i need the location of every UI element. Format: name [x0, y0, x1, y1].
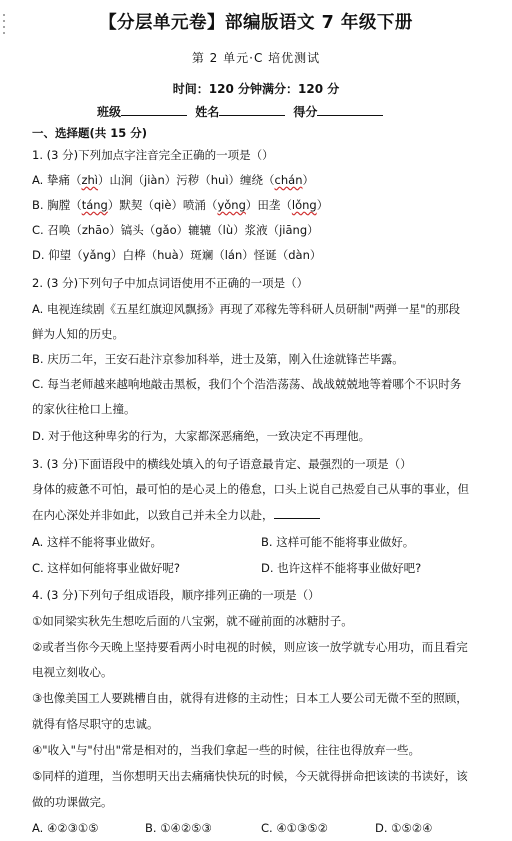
- time-score-line: 时间：120 分钟满分：120 分: [172, 82, 340, 96]
- question-1-option-c[interactable]: C. 召唤（zhāo）镐头（gǎo）辘辘（lù）浆液（jiāng）: [32, 223, 319, 237]
- question-2-option-a-line1[interactable]: A. 电视连续剧《五星红旗迎风飘扬》再现了邓稼先等科研人员研制"两弹一星"的那段: [32, 302, 461, 316]
- question-4-sentence-5-line1: ⑤同样的道理，当你想明天出去痛痛快快玩的时候，今天就得拼命把该读的书读好，该: [32, 769, 468, 783]
- student-info-line: [97, 103, 387, 120]
- question-4-option-b[interactable]: B. ①④②⑤③: [145, 821, 212, 835]
- option-text: ）污秽（: [164, 173, 211, 187]
- question-4-sentence-2-line1: ②或者当你今天晚上坚持要看两小时电视的时候，则应该一放学就专心用功，而且看完: [32, 640, 468, 654]
- question-4-sentence-3-line2: 就得有恪尽职守的忠诚。: [32, 717, 159, 731]
- question-3-passage-line2: [32, 507, 320, 523]
- score-label: 得分: [293, 105, 318, 119]
- section-heading: 一、选择题(共 15 分): [32, 126, 148, 140]
- question-1-option-a[interactable]: [32, 172, 314, 188]
- pinyin: huì: [210, 173, 229, 187]
- question-4-sentence-1: ①如同梁实秋先生想吃后面的八宝粥，就不碰前面的冰糖肘子。: [32, 614, 353, 628]
- option-text: ）山涧（: [98, 173, 145, 187]
- question-4-option-c[interactable]: C. ④①③⑤②: [261, 821, 328, 835]
- name-blank[interactable]: [219, 104, 285, 116]
- pinyin: yǒng: [217, 198, 246, 212]
- question-3-option-c[interactable]: C. 这样如何能将事业做好呢?: [32, 561, 180, 575]
- question-4-stem: 4. (3 分)下列句子组成语段，顺序排列正确的一项是（）: [32, 588, 320, 602]
- question-2-option-c-line1[interactable]: C. 每当老师越来越响地敲击黑板，我们个个浩浩荡荡、战战兢兢地等着哪个不识时务: [32, 377, 462, 391]
- class-label: 班级: [97, 105, 122, 119]
- question-4-option-d[interactable]: D. ①⑤②④: [375, 821, 433, 835]
- question-3-passage-line1: 身体的疲惫不可怕，最可怕的是心灵上的倦怠，口头上说自己热爱自己从事的事业，但: [32, 482, 469, 496]
- question-3-stem: 3. (3 分)下面语段中的横线处填入的句子语意最肯定、最强烈的一项是（）: [32, 457, 412, 471]
- question-3-option-b[interactable]: B. 这样可能不能将事业做好。: [261, 535, 415, 549]
- class-blank[interactable]: [121, 104, 187, 116]
- question-4-sentence-4: ④"收入"与"付出"常是相对的，当我们拿起一些的时候，往往也得放弃一些。: [32, 743, 420, 757]
- pinyin: zhì: [81, 173, 99, 187]
- pinyin: chán: [274, 173, 303, 187]
- option-text: A. 挚痛（: [32, 173, 82, 187]
- pinyin: qiè: [153, 198, 172, 212]
- question-1-option-b[interactable]: [32, 197, 328, 213]
- answer-blank[interactable]: [274, 507, 320, 519]
- question-3-option-a[interactable]: A. 这样不能将事业做好。: [32, 535, 162, 549]
- name-label: 姓名: [195, 105, 220, 119]
- question-2-option-b[interactable]: B. 庆历二年，王安石赴汴京参加科举，进士及第，刚入仕途就锋芒毕露。: [32, 352, 404, 366]
- option-text: ）默契（: [107, 198, 154, 212]
- question-2-stem: 2. (3 分)下列句子中加点词语使用不正确的一项是（）: [32, 276, 309, 290]
- option-text: ）缠绕（: [228, 173, 275, 187]
- question-4-sentence-5-line2: 做的功课做完。: [32, 795, 113, 809]
- option-text: ）: [302, 173, 314, 187]
- pinyin: lǒng: [291, 198, 317, 212]
- exam-title: 【分层单元卷】部编版语文 7 年级下册: [99, 13, 413, 33]
- question-1-stem: 1. (3 分)下列加点字注音完全正确的一项是（）: [32, 148, 274, 162]
- passage-text: 在内心深处并非如此，以致自己并未全力以赴，: [32, 508, 274, 522]
- question-2-option-d[interactable]: D. 对于他这种卑劣的行为，大家都深恶痛绝，一致决定不再理他。: [32, 429, 371, 443]
- question-3-option-d[interactable]: D. 也许这样不能将事业做好吧?: [261, 561, 422, 575]
- option-text: B. 胸膛（: [32, 198, 82, 212]
- question-4-sentence-3-line1: ③也像美国工人要跳槽自由，就得有进修的主动性；日本工人要公司无微不至的照顾，: [32, 691, 468, 705]
- pinyin: jiàn: [144, 173, 165, 187]
- score-blank[interactable]: [317, 104, 383, 116]
- question-4-option-a[interactable]: A. ④②③①⑤: [32, 821, 99, 835]
- question-2-option-c-line2[interactable]: 的家伙往枪口上撞。: [32, 402, 136, 416]
- question-1-option-d[interactable]: D. 仰望（yǎng）白桦（huà）斑斓（lán）怪诞（dàn）: [32, 248, 322, 262]
- question-4-sentence-2-line2: 电视立刻收心。: [32, 665, 113, 679]
- pinyin: táng: [81, 198, 108, 212]
- option-text: ）: [316, 198, 329, 212]
- exam-subtitle: 第 2 单元·C 培优测试: [191, 51, 321, 65]
- option-text: ）喷涌（: [171, 198, 218, 212]
- option-text: ）田垄（: [245, 198, 292, 212]
- question-2-option-a-line2[interactable]: 鲜为人知的历史。: [32, 327, 124, 341]
